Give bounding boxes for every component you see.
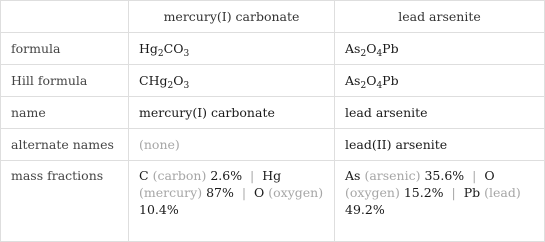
row-label-alternate-names: alternate names: [1, 129, 129, 161]
element-name: (lead): [484, 185, 521, 200]
table-row: [1, 97, 545, 129]
mass-fraction-entry: [139, 168, 242, 183]
mass-fractions-cell: [335, 161, 545, 242]
element-symbol: O: [484, 168, 495, 183]
element-name: (mercury): [139, 185, 203, 200]
element-name: (oxygen): [268, 185, 324, 200]
header-mercury-carbonate: mercury(I) carbonate: [129, 1, 335, 33]
alternate-names-cell: lead(II) arsenite: [335, 129, 545, 161]
fraction-separator: |: [246, 168, 259, 183]
header-lead-arsenite: lead arsenite: [335, 1, 545, 33]
fraction-separator: |: [237, 185, 251, 200]
fraction-value: 15.2%: [403, 185, 444, 200]
element-name: (carbon): [152, 168, 207, 183]
table-row: [1, 129, 545, 161]
fraction-value: 2.6%: [210, 168, 243, 183]
fraction-separator: |: [447, 185, 460, 200]
mass-fraction-entry: [345, 168, 464, 183]
element-symbol: O: [254, 185, 265, 200]
table-row: [1, 161, 545, 242]
formula-subscript: 2: [360, 49, 367, 59]
formula-subscript: 2: [157, 49, 164, 59]
table-row: [1, 33, 545, 65]
fraction-value: 87%: [206, 185, 234, 200]
formula-text: CHg: [139, 73, 168, 88]
formula-subscript: 2: [167, 81, 174, 91]
fraction-value: 10.4%: [139, 202, 179, 217]
name-cell: lead arsenite: [335, 97, 545, 129]
fraction-value: 35.6%: [424, 168, 465, 183]
hill-formula-cell: [335, 65, 545, 97]
formula-text: Pb: [382, 41, 399, 56]
formula-text: O: [366, 41, 377, 56]
element-name: (arsenic): [364, 168, 421, 183]
header-row: [1, 1, 545, 33]
header-empty-cell: [1, 1, 129, 33]
row-label-mass-fractions: mass fractions: [1, 161, 129, 242]
element-name: (oxygen): [345, 185, 400, 200]
formula-subscript: 4: [376, 49, 383, 59]
row-label-hill-formula: Hill formula: [1, 65, 129, 97]
formula-text: O: [366, 73, 377, 88]
row-label-name: name: [1, 97, 129, 129]
formula-text: Hg: [139, 41, 158, 56]
formula-subscript: 4: [376, 81, 383, 91]
formula-subscript: 2: [360, 81, 367, 91]
formula-text: Pb: [382, 73, 399, 88]
hill-formula-cell: [129, 65, 335, 97]
row-label-formula: formula: [1, 33, 129, 65]
table-row: [1, 65, 545, 97]
formula-cell: [335, 33, 545, 65]
element-symbol: C: [139, 168, 149, 183]
element-symbol: Pb: [463, 185, 481, 200]
formula-text: As: [345, 41, 361, 56]
element-symbol: Hg: [262, 168, 282, 183]
fraction-value: 49.2%: [345, 202, 385, 217]
name-cell: mercury(I) carbonate: [129, 97, 335, 129]
formula-text: O: [173, 73, 184, 88]
formula-text: As: [345, 73, 361, 88]
alternate-names-cell: (none): [129, 129, 335, 161]
fraction-separator: |: [468, 168, 481, 183]
formula-subscript: 3: [183, 81, 190, 91]
formula-subscript: 3: [183, 49, 190, 59]
formula-text: CO: [163, 41, 184, 56]
element-symbol: As: [345, 168, 361, 183]
formula-cell: [129, 33, 335, 65]
mass-fractions-cell: [129, 161, 335, 242]
